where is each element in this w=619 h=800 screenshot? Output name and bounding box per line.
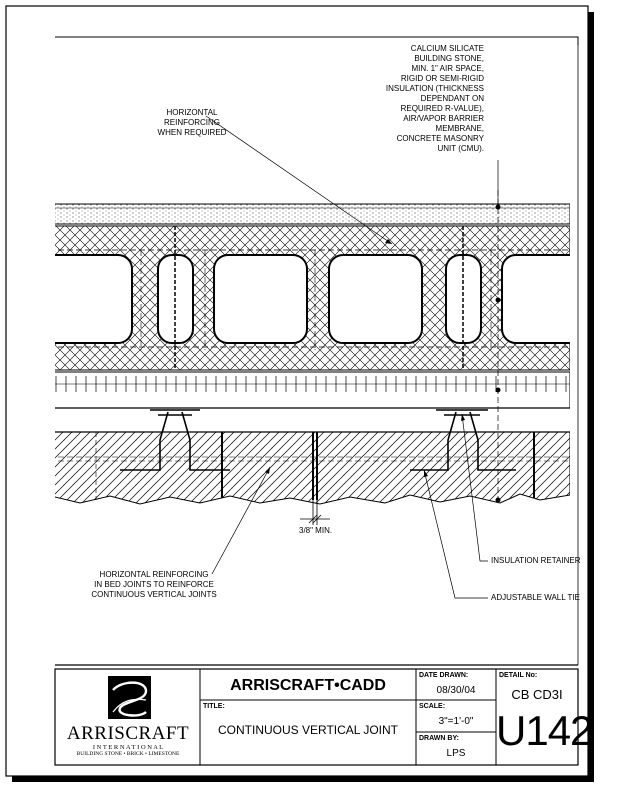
stone-veneer-outer (40, 432, 570, 504)
insulation (40, 372, 570, 408)
detail-number: U142 (496, 707, 593, 754)
detail-code: CB CD3I (511, 687, 563, 702)
detail-label: DETAIL No: (499, 672, 538, 679)
scale-label: SCALE: (419, 703, 446, 710)
logo-tagline: BUILDING STONE • BRICK • LIMESTONE (76, 751, 180, 757)
brand-header: ARRISCRAFT•CADD (230, 677, 386, 694)
wall-tie-callout: ADJUSTABLE WALL TIE (491, 593, 580, 602)
title-label: TITLE: (203, 703, 225, 710)
date-value: 08/30/04 (436, 685, 476, 696)
horizontal-reinforcing-callout: HORIZONTAL REINFORCING WHEN REQUIRED (157, 108, 227, 137)
stone-veneer (40, 204, 570, 224)
drawn-by-label: DRAWN BY: (419, 735, 459, 742)
dimension-label: 3/8" MIN. (299, 526, 333, 535)
drawing-title: CONTINUOUS VERTICAL JOINT (217, 723, 399, 737)
materials-callout: CALCIUM SILICATE BUILDING STONE, MIN. 1" AIR SPACE, RIGID OR SEMI-RIGID INSULATION (THICKNESS DEPENDANT ON REQUIRED R-VALUE), AIR/VAPOR BARRIER MEMBRANE, CONCRETE MASONRY UNIT (CMU). (385, 44, 484, 153)
arriscraft-logo-icon (108, 676, 151, 719)
bed-joint-reinforcing-callout: HORIZONTAL REINFORCING IN BED JOINTS TO REINFORCE CONTINUOUS VERTICAL JOINTS (91, 570, 217, 599)
wall-section (20, 204, 595, 504)
logo-subtitle: I N T E R N A T I O N A L (92, 744, 164, 751)
cmu-core (329, 255, 422, 343)
cmu-core (214, 255, 307, 343)
insulation-retainer-callout: INSULATION RETAINER (491, 556, 581, 565)
logo-wordmark: ARRISCRAFT (66, 723, 190, 744)
scale-value: 3"=1'-0" (438, 716, 474, 727)
date-label: DATE DRAWN: (419, 672, 469, 679)
drawn-by-value: LPS (446, 748, 466, 759)
